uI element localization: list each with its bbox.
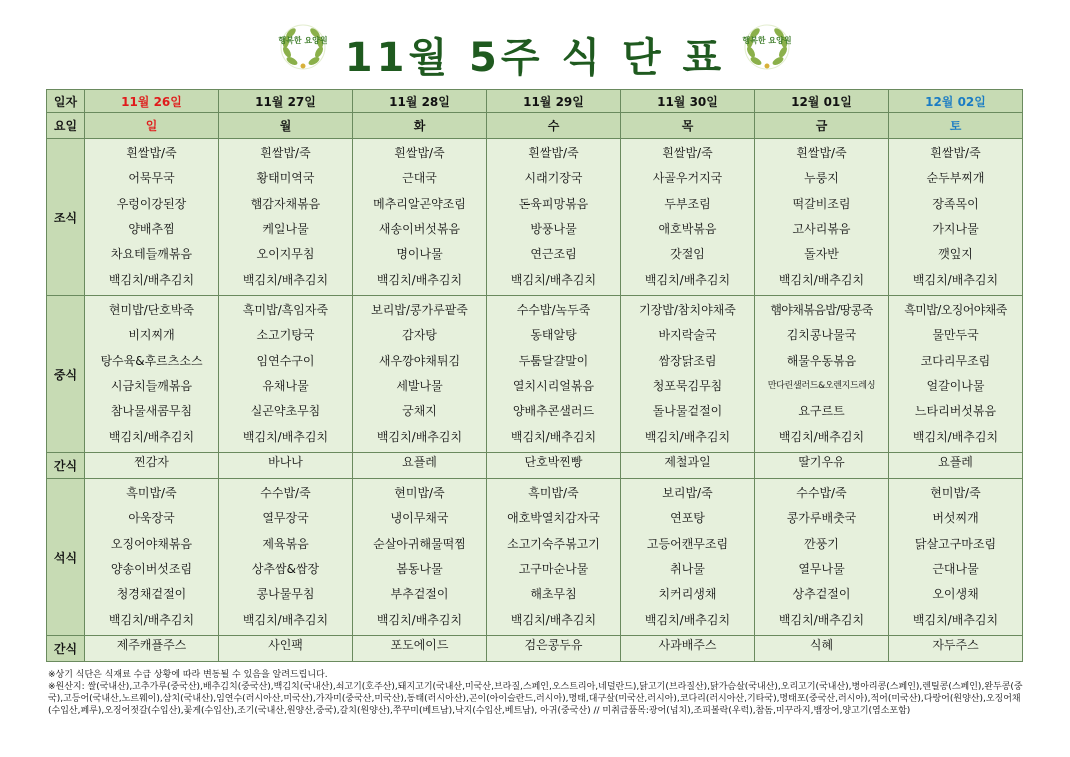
menu-item: 콩나물무침	[256, 587, 315, 602]
menu-item: 양배추콘샐러드	[512, 404, 595, 419]
menu-item: 백김치/배추김치	[510, 429, 597, 444]
menu-item: 돌나물겉절이	[652, 404, 723, 419]
lunch-row	[47, 296, 1023, 453]
meal-item-list	[889, 139, 1022, 295]
menu-item: 제육볶음	[262, 536, 309, 551]
snack-cell: 포도에이드	[353, 636, 487, 662]
menu-item: 수수밥/죽	[260, 486, 311, 501]
menu-item: 어묵무국	[128, 171, 175, 186]
menu-item: 깐풍기	[804, 536, 839, 551]
menu-item: 느타리버섯볶음	[914, 404, 997, 419]
menu-item: 백김치/배추김치	[242, 612, 329, 627]
menu-item: 우렁이강된장	[116, 196, 187, 211]
menu-item: 임연수구이	[256, 353, 315, 368]
lunch-cell	[889, 296, 1023, 453]
meal-item-list	[353, 296, 486, 452]
breakfast-cell	[755, 139, 889, 296]
meal-item-list	[889, 479, 1022, 635]
menu-item: 동태알탕	[530, 328, 577, 343]
menu-item: 백김치/배추김치	[778, 612, 865, 627]
row-label-snack: 간식	[47, 636, 85, 662]
menu-item: 백김치/배추김치	[644, 612, 731, 627]
menu-item: 수수밥/녹두죽	[516, 303, 591, 318]
menu-item: 백김치/배추김치	[912, 612, 999, 627]
menu-item: 고구마순나물	[518, 562, 589, 577]
date-cell: 11월 30일	[621, 90, 755, 113]
menu-item: 닭살고구마조림	[914, 536, 997, 551]
dinner-cell	[621, 479, 755, 636]
snack-cell: 요플레	[889, 453, 1023, 479]
menu-item: 백김치/배추김치	[108, 612, 195, 627]
menu-item: 소고기숙주볶고기	[507, 536, 600, 551]
menu-item: 양송이버섯조림	[110, 562, 193, 577]
menu-item: 누룽지	[804, 171, 839, 186]
menu-item: 장족목이	[932, 196, 979, 211]
menu-item: 참나물새콤무침	[110, 404, 193, 419]
menu-item: 흑미밥/죽	[528, 486, 579, 501]
menu-item: 바지락술국	[658, 328, 717, 343]
menu-item: 열치시리얼볶음	[512, 379, 595, 394]
menu-item: 근대나물	[932, 562, 979, 577]
menu-item: 상추겉절이	[792, 587, 851, 602]
menu-item: 메추리알곤약조림	[373, 196, 466, 211]
date-cell: 11월 29일	[487, 90, 621, 113]
row-label-lunch: 중식	[47, 296, 85, 453]
menu-item: 백김치/배추김치	[912, 272, 999, 287]
menu-item: 떡갈비조림	[792, 196, 851, 211]
menu-item: 현미밥/죽	[394, 486, 445, 501]
menu-item: 오이생채	[932, 587, 979, 602]
menu-item: 흰쌀밥/죽	[528, 146, 579, 161]
weekday-cell: 일	[85, 113, 219, 139]
menu-item: 애호박볶음	[658, 222, 717, 237]
menu-item: 순살아귀해물떡찜	[373, 536, 466, 551]
menu-item: 흰쌀밥/죽	[126, 146, 177, 161]
snack-cell: 단호박찐빵	[487, 453, 621, 479]
meal-item-list	[621, 296, 754, 452]
meal-item-list	[353, 479, 486, 635]
dinner-cell	[85, 479, 219, 636]
menu-item: 백김치/배추김치	[108, 429, 195, 444]
menu-item: 시래기장국	[524, 171, 583, 186]
menu-item: 케일나물	[262, 222, 309, 237]
page-title: 11월 5주 식 단 표	[344, 35, 726, 81]
dinner-cell	[219, 479, 353, 636]
footnotes	[48, 669, 1028, 717]
menu-item: 치커리생채	[658, 587, 717, 602]
menu-item: 백김치/배추김치	[510, 612, 597, 627]
menu-item: 방풍나물	[530, 222, 577, 237]
snack-cell: 요플레	[353, 453, 487, 479]
meal-item-list	[889, 296, 1022, 452]
menu-item: 부추겉절이	[390, 587, 449, 602]
menu-item: 명이나물	[396, 247, 443, 262]
breakfast-cell	[621, 139, 755, 296]
menu-item: 실곤약초무침	[250, 404, 321, 419]
row-label-weekday: 요일	[47, 113, 85, 139]
menu-item: 해초무침	[530, 587, 577, 602]
menu-item: 흰쌀밥/죽	[260, 146, 311, 161]
menu-item: 열무장국	[262, 511, 309, 526]
laurel-wreath-icon	[742, 22, 792, 72]
date-cell: 11월 28일	[353, 90, 487, 113]
snack-cell: 식혜	[755, 636, 889, 662]
menu-item: 순두부찌개	[926, 171, 985, 186]
menu-item: 백김치/배추김치	[108, 272, 195, 287]
snack-row-afternoon	[47, 453, 1023, 479]
meal-item-list	[85, 296, 218, 452]
menu-item: 돈육피망볶음	[518, 196, 589, 211]
menu-item: 코다리무조림	[920, 353, 991, 368]
meal-item-list	[353, 139, 486, 295]
menu-item: 요구르트	[798, 404, 845, 419]
snack-cell: 검은콩두유	[487, 636, 621, 662]
menu-item: 백김치/배추김치	[778, 429, 865, 444]
menu-item: 흰쌀밥/죽	[662, 146, 713, 161]
dinner-cell	[353, 479, 487, 636]
menu-item: 깻잎지	[938, 247, 973, 262]
meal-item-list	[755, 296, 888, 452]
snack-cell: 제주캐플주스	[85, 636, 219, 662]
breakfast-cell	[219, 139, 353, 296]
menu-item: 햄감자채볶음	[250, 196, 321, 211]
menu-item: 백김치/배추김치	[242, 429, 329, 444]
breakfast-cell	[487, 139, 621, 296]
menu-item: 백김치/배추김치	[778, 272, 865, 287]
menu-item: 흰쌀밥/죽	[394, 146, 445, 161]
weekday-cell: 화	[353, 113, 487, 139]
weekday-cell: 월	[219, 113, 353, 139]
lunch-cell	[85, 296, 219, 453]
menu-item: 새우깡야채튀김	[378, 353, 461, 368]
menu-item: 현미밥/죽	[930, 486, 981, 501]
menu-item: 기장밥/참치야채죽	[639, 303, 736, 318]
menu-item: 김치콩나물국	[786, 328, 857, 343]
date-cell: 12월 01일	[755, 90, 889, 113]
menu-item: 고등어캔무조림	[646, 536, 729, 551]
menu-item: 보리밥/죽	[662, 486, 713, 501]
menu-item: 콩가루배춧국	[786, 511, 857, 526]
menu-item: 버섯찌개	[932, 511, 979, 526]
menu-item: 연포탕	[670, 511, 705, 526]
row-label-snack: 간식	[47, 453, 85, 479]
snack-cell: 딸기우유	[755, 453, 889, 479]
date-cell: 11월 27일	[219, 90, 353, 113]
breakfast-cell	[889, 139, 1023, 296]
meal-item-list	[755, 479, 888, 635]
weekday-cell: 금	[755, 113, 889, 139]
date-cell: 12월 02일	[889, 90, 1023, 113]
menu-item: 백김치/배추김치	[912, 429, 999, 444]
snack-row-evening	[47, 636, 1023, 662]
menu-item: 흑미밥/죽	[126, 486, 177, 501]
menu-item: 백김치/배추김치	[510, 272, 597, 287]
lunch-cell	[487, 296, 621, 453]
footnote-notice: ※상기 식단은 식재료 수급 상황에 따라 변동될 수 있음을 알려드립니다.	[48, 670, 328, 680]
row-label-breakfast: 조식	[47, 139, 85, 296]
snack-cell: 제철과일	[621, 453, 755, 479]
menu-item: 청경채겉절이	[116, 587, 187, 602]
menu-item: 감자탕	[402, 328, 437, 343]
menu-item: 연근조림	[530, 247, 577, 262]
row-label-date: 일자	[47, 90, 85, 113]
menu-item: 흰쌀밥/죽	[930, 146, 981, 161]
date-row	[47, 90, 1023, 113]
menu-item: 소고기탕국	[256, 328, 315, 343]
menu-item: 세발나물	[396, 379, 443, 394]
menu-item: 새송이버섯볶음	[378, 222, 461, 237]
meal-item-list	[487, 296, 620, 452]
menu-item: 궁채지	[402, 404, 437, 419]
menu-item: 햄야채볶음밥/땅콩죽	[770, 303, 873, 318]
menu-item: 백김치/배추김치	[376, 272, 463, 287]
menu-item: 탕수육&후르츠소스	[100, 353, 203, 368]
menu-item: 만다린샐러드&오렌지드레싱	[767, 381, 876, 392]
breakfast-cell	[85, 139, 219, 296]
lunch-cell	[755, 296, 889, 453]
weekday-row	[47, 113, 1023, 139]
menu-item: 비지찌개	[128, 328, 175, 343]
meal-table	[46, 89, 1023, 662]
footnote-origin: ※원산지: 쌀(국내산),고추가루(중국산),배추김치(중국산),백김치(국내산),쇠고기(호주산),돼지고기(국내산,미국산,브라질,스페인,오스트리아,네덜란드),닭고기(브라질산),닭가슴살(국내산),오리고기(국내산),병아리콩(스페인),렌틸콩(스페인),완두콩(중국),고등어(국내산,노르웨이),삼치(국내산),임연수(러시아산,미국산),가자미(중국산,미국산),동태(러시아산),곤이(아이슬란드,러시아),명태,대구살(미국산,러시아),코다리(러시아산,기타국),명태포(중국산,러시아),적어(미국산),다랑어(원양산),오징어채(수입산,페루),오징어젓갈(수입산),꽃게(수입산),조기(국내산,원양산,중국),갈치(원양산),쭈꾸미(베트남),낙지(수입산,베트남), 아귀(중국산) // 미취급품목:광어(넙치),조피볼락(우럭),참돔,미꾸라지,뱀장어,양고기(염소포함)	[48, 682, 1023, 716]
menu-item: 백김치/배추김치	[376, 429, 463, 444]
menu-item: 황태미역국	[256, 171, 315, 186]
menu-item: 보리밥/콩가루팥죽	[371, 303, 468, 318]
menu-item: 청포묵김무침	[652, 379, 723, 394]
menu-item: 차요테들깨볶음	[110, 247, 193, 262]
snack-cell: 사과배주스	[621, 636, 755, 662]
weekday-cell: 목	[621, 113, 755, 139]
dinner-cell	[755, 479, 889, 636]
meal-item-list	[85, 139, 218, 295]
snack-cell: 찐감자	[85, 453, 219, 479]
breakfast-cell	[353, 139, 487, 296]
logo-text: 행복한 요양원	[278, 36, 328, 45]
lunch-cell	[219, 296, 353, 453]
menu-item: 냉이무채국	[390, 511, 449, 526]
menu-item: 백김치/배추김치	[644, 272, 731, 287]
menu-item: 고사리볶음	[792, 222, 851, 237]
menu-item: 백김치/배추김치	[644, 429, 731, 444]
weekday-cell: 수	[487, 113, 621, 139]
menu-item: 해물우동볶음	[786, 353, 857, 368]
logo-right	[742, 22, 792, 72]
menu-item: 가지나물	[932, 222, 979, 237]
meal-item-list	[755, 139, 888, 295]
menu-item: 양배추찜	[128, 222, 175, 237]
meal-item-list	[621, 139, 754, 295]
header	[0, 22, 1070, 81]
menu-item: 흑미밥/오징어야채죽	[904, 303, 1007, 318]
lunch-cell	[353, 296, 487, 453]
menu-item: 백김치/배추김치	[376, 612, 463, 627]
menu-item: 근대국	[402, 171, 437, 186]
menu-item: 백김치/배추김치	[242, 272, 329, 287]
menu-item: 시금치들깨볶음	[110, 379, 193, 394]
menu-item: 봄동나물	[396, 562, 443, 577]
meal-item-list	[621, 479, 754, 635]
menu-item: 흰쌀밥/죽	[796, 146, 847, 161]
snack-cell: 자두주스	[889, 636, 1023, 662]
menu-item: 오이지무침	[256, 247, 315, 262]
dinner-cell	[889, 479, 1023, 636]
meal-item-list	[219, 479, 352, 635]
menu-item: 아욱장국	[128, 511, 175, 526]
snack-cell: 바나나	[219, 453, 353, 479]
dinner-cell	[487, 479, 621, 636]
menu-item: 상추쌈&쌈장	[251, 562, 320, 577]
menu-item: 두부조림	[664, 196, 711, 211]
breakfast-row	[47, 139, 1023, 296]
meal-item-list	[487, 479, 620, 635]
row-label-dinner: 석식	[47, 479, 85, 636]
lunch-cell	[621, 296, 755, 453]
dinner-row	[47, 479, 1023, 636]
date-cell: 11월 26일	[85, 90, 219, 113]
meal-item-list	[219, 296, 352, 452]
meal-item-list	[85, 479, 218, 635]
menu-item: 물만두국	[932, 328, 979, 343]
menu-item: 수수밥/죽	[796, 486, 847, 501]
menu-item: 쌈장닭조림	[658, 353, 717, 368]
menu-item: 얼갈이나물	[926, 379, 985, 394]
logo-text: 행복한 요양원	[742, 36, 792, 45]
menu-item: 오징어야채볶음	[110, 536, 193, 551]
weekday-cell: 토	[889, 113, 1023, 139]
menu-item: 갓절임	[670, 247, 705, 262]
menu-item: 흑미밥/흑임자죽	[242, 303, 329, 318]
menu-item: 두툼달걀말이	[518, 353, 589, 368]
meal-item-list	[219, 139, 352, 295]
menu-item: 돌자반	[804, 247, 839, 262]
menu-item: 취나물	[670, 562, 705, 577]
menu-item: 애호박열치감자국	[507, 511, 600, 526]
menu-item: 현미밥/단호박죽	[108, 303, 195, 318]
meal-item-list	[487, 139, 620, 295]
menu-item: 사골우거지국	[652, 171, 723, 186]
menu-item: 열무나물	[798, 562, 845, 577]
snack-cell: 사인팩	[219, 636, 353, 662]
menu-item: 유채나물	[262, 379, 309, 394]
